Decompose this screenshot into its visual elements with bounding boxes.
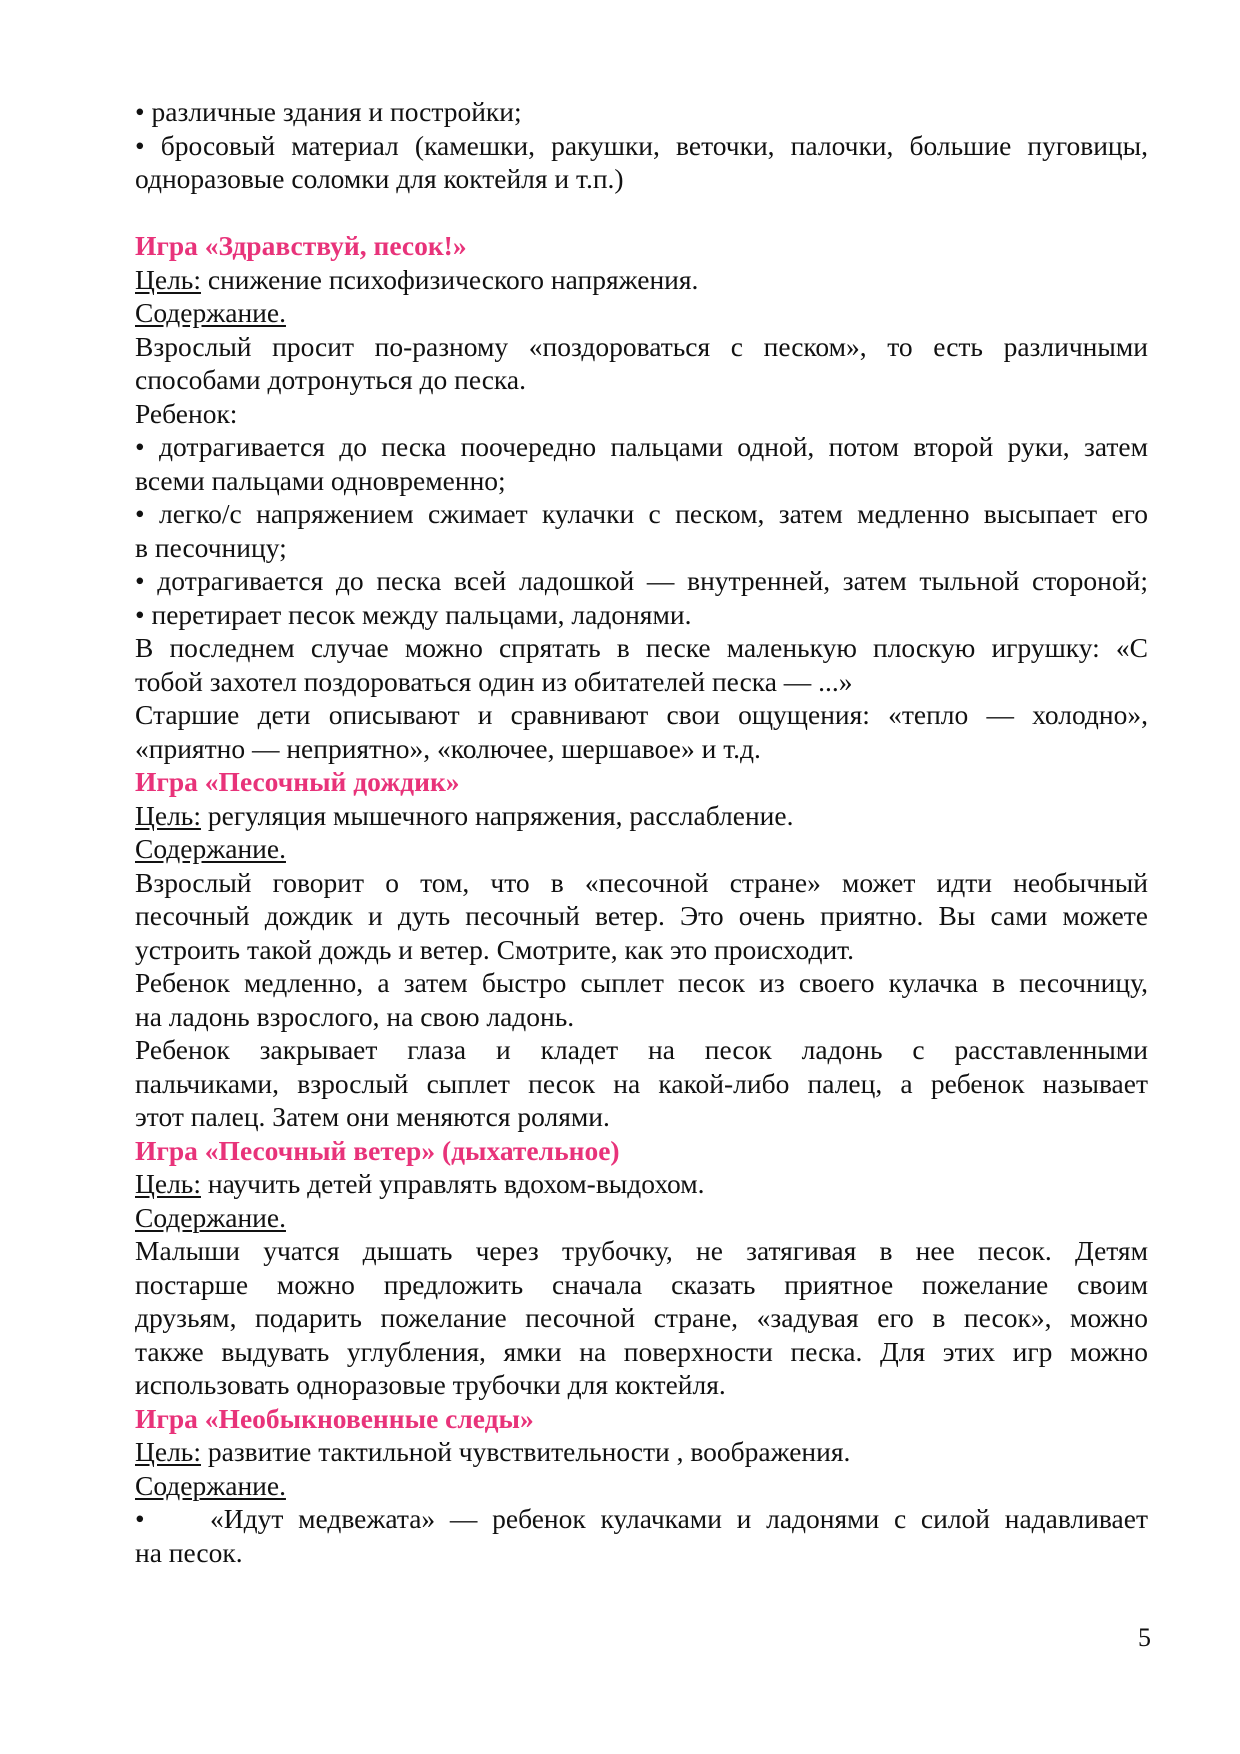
page-number: 5	[1138, 1623, 1151, 1652]
goal-line	[135, 1167, 1148, 1201]
content-label	[135, 1469, 1148, 1503]
text-line: Ребенок медленно, а затем быстро сыплет песок из своего кулачка в песочницу,	[135, 967, 1148, 998]
goal-label: Цель:	[135, 263, 201, 295]
section-heading: Игра «Здравствуй, песок!»	[135, 230, 467, 261]
content-label	[135, 1201, 1148, 1235]
goal-line	[135, 799, 1148, 833]
section-heading: Игра «Необыкновенные следы»	[135, 1402, 534, 1434]
goal-line	[135, 263, 1148, 297]
text-line: на ладонь взрослого, на свою ладонь.	[135, 1000, 575, 1032]
bullet-line	[135, 1502, 1148, 1536]
goal-label: Цель:	[135, 1168, 201, 1199]
text-line: Малыши учатся дышать через трубочку, не затягивая в нее песок. Детям	[135, 1235, 1148, 1266]
text-line: «приятно — неприятно», «колючее, шершавое» и т.д.	[135, 732, 761, 764]
text-line: в песочницу;	[135, 531, 287, 563]
goal-label: Цель:	[135, 1436, 201, 1467]
text-line: Взрослый просит по-разному «поздороваться с песком», то есть различными	[135, 330, 1148, 362]
text-line: • дотрагивается до песка поочередно пальцами одной, потом второй руки, затем	[135, 431, 1148, 462]
text-line: одноразовые соломки для коктейля и т.п.)	[135, 163, 624, 194]
text-line: устроить такой дождь и ветер. Смотрите, как это происходит.	[135, 933, 855, 965]
goal-line	[135, 1435, 1148, 1469]
content-label-text: Содержание.	[135, 297, 286, 328]
content-label-text: Содержание.	[135, 1201, 286, 1233]
text-line: • различные здания и постройки;	[135, 96, 522, 127]
content-label-text: Содержание.	[135, 833, 286, 864]
section-heading: Игра «Песочный ветер» (дыхательное)	[135, 1134, 620, 1166]
bullet-icon: •	[135, 1503, 145, 1534]
text-line: постарше можно предложить сначала сказать приятное пожелание своим	[135, 1268, 1148, 1300]
content-label	[135, 832, 1148, 866]
text-line: Ребенок закрывает глаза и кладет на песок ладонь с расставленными	[135, 1034, 1148, 1065]
text-line: этот палец. Затем они меняются ролями.	[135, 1101, 610, 1132]
text-line: • перетирает песок между пальцами, ладонями.	[135, 598, 692, 630]
text-line: друзьям, подарить пожелание песочной стране, «задувая его в песок», можно	[135, 1302, 1148, 1333]
text-line: пальчиками, взрослый сыплет песок на какой-либо палец, а ребенок называет	[135, 1067, 1148, 1099]
text-line: В последнем случае можно спрятать в песке маленькую плоскую игрушку: «С	[135, 632, 1148, 663]
text-line: всеми пальцами одновременно;	[135, 464, 506, 496]
text-line: Взрослый говорит о том, что в «песочной стране» может идти необычный	[135, 866, 1148, 898]
goal-text: снижение психофизического напряжения.	[200, 263, 699, 295]
section-heading: Игра «Песочный дождик»	[135, 766, 460, 797]
content-label-text: Содержание.	[135, 1469, 286, 1501]
text-line: Старшие дети описывают и сравнивают свои ощущения: «тепло — холодно»,	[135, 699, 1148, 730]
goal-label: Цель:	[135, 799, 201, 831]
content-label	[135, 296, 1148, 330]
goal-text: научить детей управлять вдохом-выдохом.	[200, 1168, 705, 1199]
document-body	[135, 95, 1148, 1569]
text-line: • дотрагивается до песка всей ладошкой — внутренней, затем тыльной стороной;	[135, 565, 1148, 596]
text-line: • бросовый материал (камешки, ракушки, веточки, палочки, большие пуговицы,	[135, 129, 1148, 161]
text-line: • легко/с напряжением сжимает кулачки с песком, затем медленно высыпает его	[135, 498, 1148, 529]
text-line: тобой захотел поздороваться один из обитателей песка — ...»	[135, 665, 853, 697]
goal-text: развитие тактильной чувствительности , воображения.	[200, 1436, 851, 1467]
goal-text: регуляция мышечного напряжения, расслабление.	[200, 799, 794, 831]
blank-line	[135, 196, 1148, 230]
text-line: использовать одноразовые трубочки для коктейля.	[135, 1369, 726, 1400]
text-line: способами дотронуться до песка.	[135, 364, 526, 395]
text-line: также выдувать углубления, ямки на поверхности песка. Для этих игр можно	[135, 1335, 1148, 1367]
text-line: Ребенок:	[135, 397, 238, 429]
text-line: песочный дождик и дуть песочный ветер. Это очень приятно. Вы сами можете	[135, 900, 1148, 931]
bullet-text: «Идут медвежата» — ребенок кулачками и ладонями с силой надавливает	[210, 1503, 1148, 1534]
text-line: на песок.	[135, 1536, 243, 1568]
